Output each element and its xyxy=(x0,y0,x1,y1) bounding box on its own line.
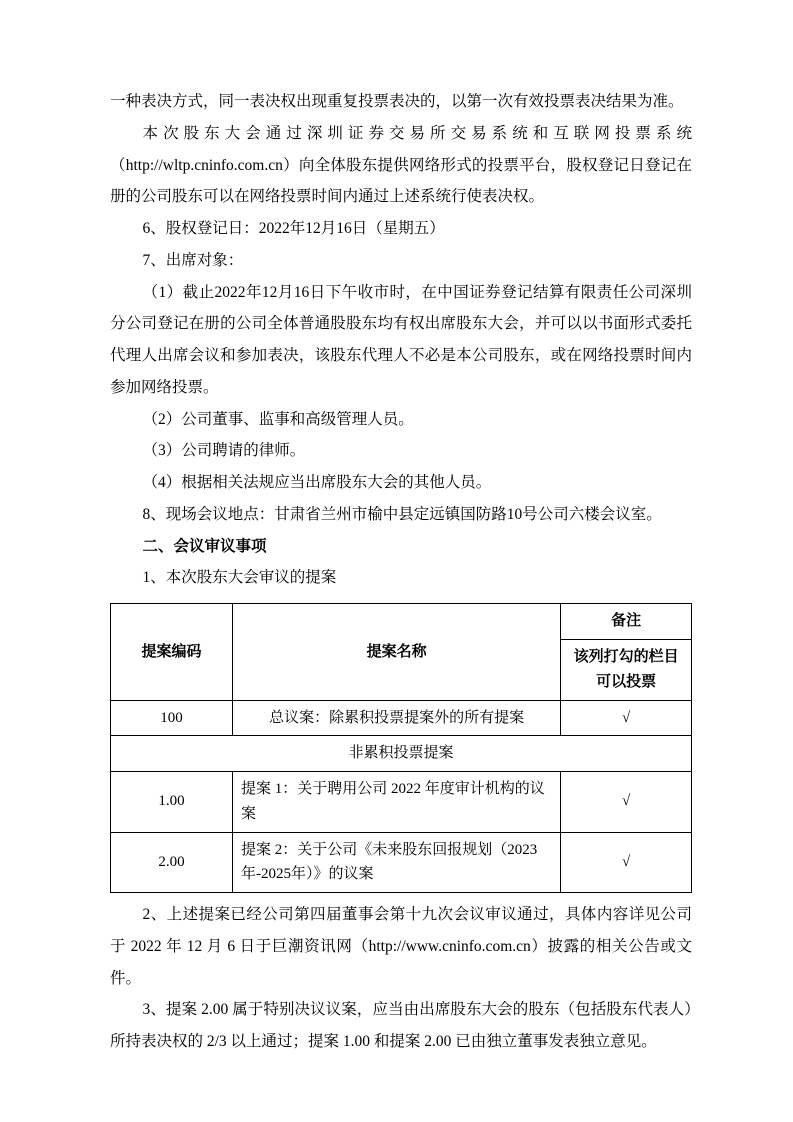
header-cell-remark: 备注 xyxy=(561,604,692,640)
paragraph-attendees-title: 7、出席对象： xyxy=(142,251,244,269)
paragraph-attendees-3: （3）公司聘请的律师。 xyxy=(142,442,306,460)
table-section-row xyxy=(111,736,692,772)
cell-name: 提案 1：关于聘用公司 2022 年度审计机构的议案 xyxy=(233,772,561,833)
cell-code: 1.00 xyxy=(111,772,233,833)
cell-name: 总议案：除累积投票提案外的所有提案 xyxy=(233,700,561,736)
paragraph-continuation: 一种表决方式，同一表决权出现重复投票表决的，以第一次有效投票表决结果为准。 xyxy=(110,93,684,110)
cell-code: 2.00 xyxy=(111,832,233,893)
cell-check: √ xyxy=(561,832,692,893)
paragraph-meeting-location: 8、现场会议地点：甘肃省兰州市榆中县定远镇国防路10号公司六楼会议室。 xyxy=(142,505,662,523)
paragraph-table-intro: 1、本次股东大会审议的提案 xyxy=(142,569,337,587)
cell-section-label: 非累积投票提案 xyxy=(111,736,692,772)
cell-code: 100 xyxy=(111,700,233,736)
paragraph-attendees-1: （1）截止2022年12月16日下午收市时，在中国证券登记结算有限责任公司深圳分公司登记在册的公司全体普通股股东均有权出席股东大会，并可以以书面形式委托代理人出席会议和参加表决，该股东代理人不必是本公司股东，或在网络投票时间内参加网络投票。 xyxy=(110,283,692,396)
section-heading-review-items: 二、会议审议事项 xyxy=(142,537,267,555)
table-row xyxy=(111,700,692,736)
cell-check: √ xyxy=(561,772,692,833)
header-cell-proposal-code: 提案编码 xyxy=(111,604,233,700)
paragraph-network-voting: 本次股东大会通过深圳证券交易所交易系统和互联网投票系统（http://wltp.cninfo.com.cn）向全体股东提供网络形式的投票平台，股权登记日登记在册的公司股东可以在网络投票时间内通过上述系统行使表决权。 xyxy=(110,124,692,206)
cell-check: √ xyxy=(561,700,692,736)
cell-name: 提案 2：关于公司《未来股东回报规划（2023年-2025年）》的议案 xyxy=(233,832,561,893)
paragraph-attendees-2: （2）公司董事、监事和高级管理人员。 xyxy=(142,410,414,428)
paragraph-board-approval: 2、上述提案已经公司第四届董事会第十九次会议审议通过，具体内容详见公司于 2022 年 12 月 6 日于巨潮资讯网（http://www.cninfo.com.cn）披露的相关公告或文件。 xyxy=(110,906,692,987)
paragraph-record-date: 6、股权登记日：2022年12月16日（星期五） xyxy=(142,220,445,238)
header-cell-proposal-name: 提案名称 xyxy=(233,604,561,700)
table-row xyxy=(111,772,692,833)
paragraph-special-resolution: 3、提案 2.00 属于特别决议议案，应当由出席股东大会的股东（包括股东代表人）所持表决权的 2/3 以上通过；提案 1.00 和提案 2.00 已由独立董事发表独立意见。 xyxy=(110,1001,692,1051)
header-cell-remark-note: 该列打勾的栏目可以投票 xyxy=(561,640,692,701)
table-row xyxy=(111,832,692,893)
table-header-row xyxy=(111,604,692,640)
paragraph-attendees-4: （4）根据相关法规应当出席股东大会的其他人员。 xyxy=(142,474,492,492)
proposals-table xyxy=(110,603,692,893)
